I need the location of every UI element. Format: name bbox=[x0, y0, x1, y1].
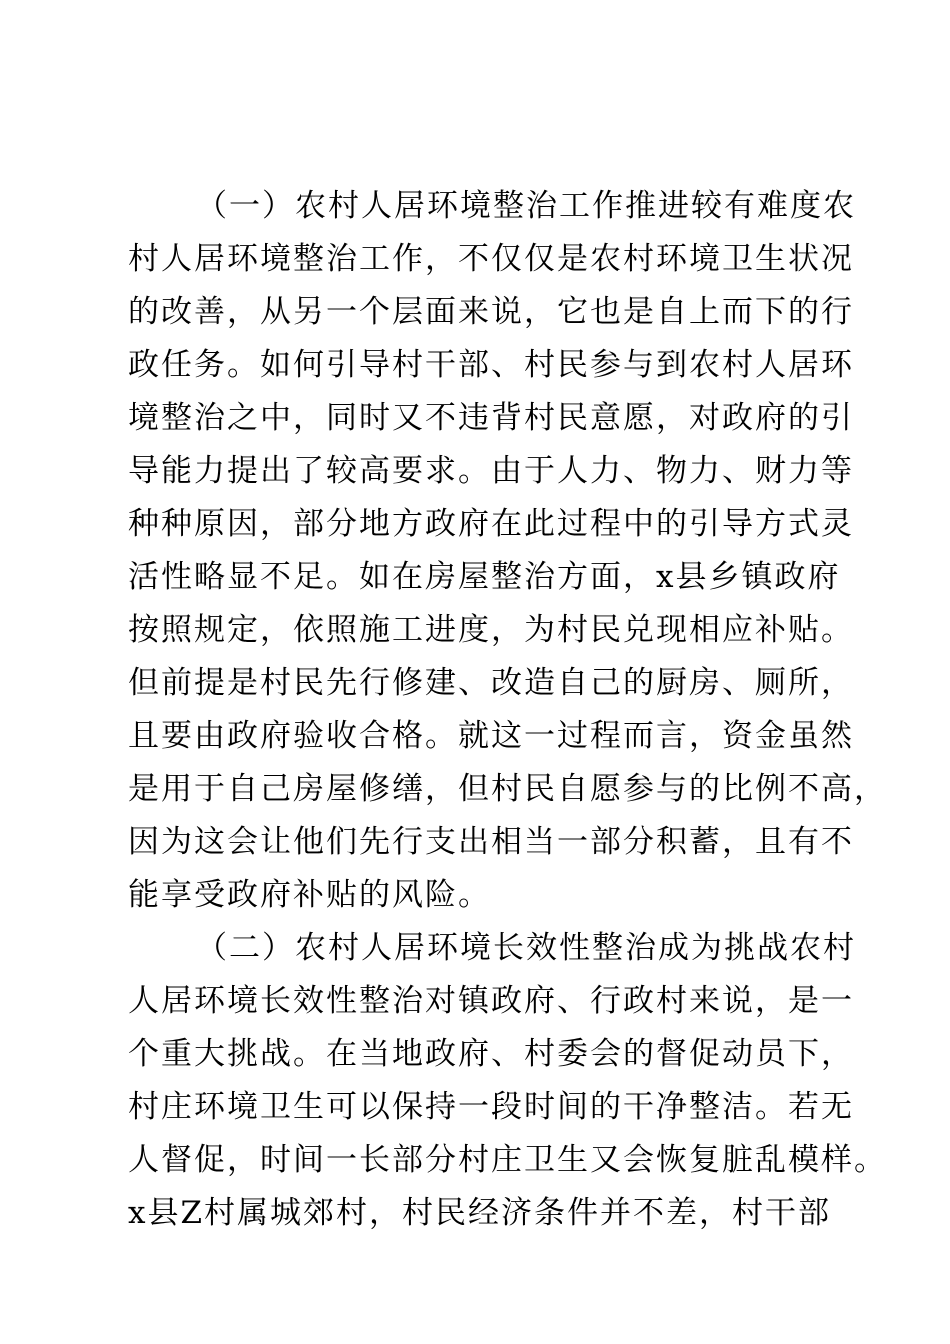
paragraph-1-line: 活性略显不足。如在房屋整治方面，x县乡镇政府 bbox=[128, 559, 841, 595]
paragraph-1-line: 的改善，从另一个层面来说，它也是自上而下的行 bbox=[128, 294, 854, 330]
paragraph-1-line: 种种原因，部分地方政府在此过程中的引导方式灵 bbox=[128, 506, 854, 542]
paragraph-2-line: （二）农村人居环境长效性整治成为挑战农村 bbox=[196, 930, 856, 966]
paragraph-1-line: 按照规定，依照施工进度，为村民兑现相应补贴。 bbox=[128, 612, 854, 648]
document-body bbox=[128, 180, 887, 1240]
paragraph-1-line: 村人居环境整治工作，不仅仅是农村环境卫生状况 bbox=[128, 241, 854, 277]
paragraph-1-line: 且要由政府验收合格。就这一过程而言，资金虽然 bbox=[128, 718, 854, 754]
paragraph-1-line: 政任务。如何引导村干部、村民参与到农村人居环 bbox=[128, 347, 854, 383]
paragraph-2 bbox=[128, 922, 887, 1240]
paragraph-1-line: 但前提是村民先行修建、改造自己的厨房、厕所， bbox=[128, 665, 854, 701]
paragraph-1-line: 导能力提出了较高要求。由于人力、物力、财力等 bbox=[128, 453, 854, 489]
paragraph-1-line: 因为这会让他们先行支出相当一部分积蓄，且有不 bbox=[128, 824, 854, 860]
paragraph-1-line: 能享受政府补贴的风险。 bbox=[128, 877, 491, 913]
paragraph-2-line: 人居环境长效性整治对镇政府、行政村来说，是一 bbox=[128, 983, 854, 1019]
paragraph-2-line: x县Z村属城郊村，村民经济条件并不差，村干部 bbox=[128, 1195, 832, 1231]
paragraph-1-line: （一）农村人居环境整治工作推进较有难度农 bbox=[196, 188, 856, 224]
paragraph-1-line: 是用于自己房屋修缮，但村民自愿参与的比例不高， bbox=[128, 771, 887, 807]
paragraph-1 bbox=[128, 180, 887, 922]
paragraph-2-line: 个重大挑战。在当地政府、村委会的督促动员下， bbox=[128, 1036, 854, 1072]
paragraph-2-line: 村庄环境卫生可以保持一段时间的干净整洁。若无 bbox=[128, 1089, 854, 1125]
paragraph-2-line: 人督促，时间一长部分村庄卫生又会恢复脏乱模样。 bbox=[128, 1142, 887, 1178]
paragraph-1-line: 境整治之中，同时又不违背村民意愿，对政府的引 bbox=[128, 400, 854, 436]
